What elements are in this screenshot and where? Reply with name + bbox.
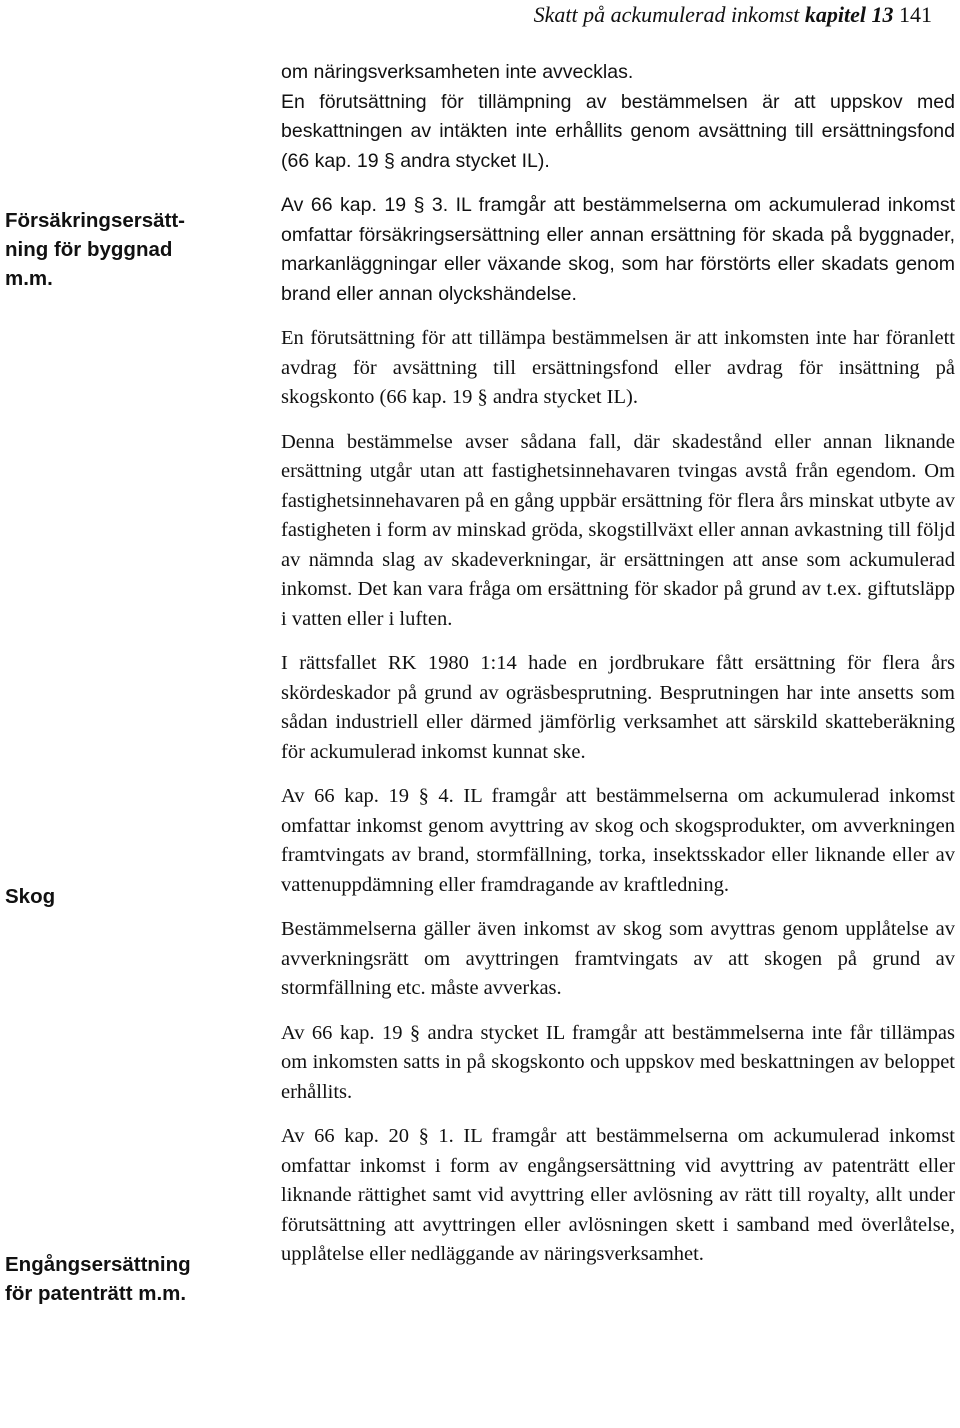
paragraph: om näringsverksamheten inte avvecklas. <box>281 61 634 83</box>
running-header <box>534 0 932 30</box>
chapter-title: Skatt på ackumulerad inkomst <box>533 2 800 27</box>
paragraph: Av 66 kap. 19 § 4. IL framgår att bestämmelserna om ackumulerad inkomst omfattar inkomst genom avyttring av skog och skogsprodukter, om avverkningen framtvingats av brand, stormfällning, torka, insektsskador eller liknande eller av vattenuppdämning eller framdragande av kraftledning. <box>281 785 955 896</box>
paragraph: Denna bestämmelse avser sådana fall, där skadestånd eller annan liknande ersättning utgår utan att fastighetsinnehavaren tvingas avstå från egendom. Om fastighetsinnehavaren på en gång uppbär ersättning för flera års minskat utbyte av fastigheten i form av minskad gröda, skogstillväxt eller annan avkastning till följd av nämnda slag av skadeverkningar, är ersättningen att anse som ackumulerad inkomst. Det kan vara fråga om ersättning för skador på grund av t.ex. giftutsläpp i vatten eller i luften. <box>281 430 955 630</box>
margin-note-skog: Skog <box>5 885 56 908</box>
paragraph: I rättsfallet RK 1980 1:14 hade en jordbrukare fått ersättning för flera års skördeskador på grund av ogräsbesprutning. Besprutningen har inte ansetts som sådan industriell eller därmed jämförlig verksamhet att särskild skatteberäkning för ackumulerad inkomst kunnat ske. <box>281 652 955 763</box>
margin-note-byggnad: Försäkringsersätt- ning för byggnad m.m. <box>5 209 186 290</box>
paragraph: En förutsättning för tillämpning av bestämmelsen är att uppskov med beskattningen av intäkten inte erhållits genom avsättning till ersättningsfond (66 kap. 19 § andra stycket IL). <box>281 90 955 172</box>
paragraph: Av 66 kap. 19 § 3. IL framgår att bestämmelserna om ackumulerad inkomst omfattar försäkringsersättning eller annan ersättning för skada på byggnader, markanläggningar eller växande skog, som har förstörts eller skadats genom brand eller annan olyckshändelse. <box>281 194 955 305</box>
paragraph: Bestämmelserna gäller även inkomst av skog som avyttras genom upplåtelse av avverkningsrätt om avyttringen framtvingats av att skogen på grund av stormfällning etc. måste avverkas. <box>281 918 955 999</box>
paragraph: Av 66 kap. 19 § andra stycket IL framgår att bestämmelserna inte får tillämpas om inkomsten satts in på skogskonto och uppskov med beskattningen av beloppet erhållits. <box>281 1021 955 1103</box>
page-number: 141 <box>899 2 932 27</box>
body-text <box>281 58 955 1285</box>
chapter-label: kapitel 13 <box>804 2 894 27</box>
paragraph: En förutsättning för att tillämpa bestämmelsen är att inkomsten inte har föranlett avdrag för avsättning till ersättningsfond eller avdrag för insättning på skogskonto (66 kap. 19 § andra stycket IL). <box>281 327 955 408</box>
paragraph: Av 66 kap. 20 § 1. IL framgår att bestämmelserna om ackumulerad inkomst omfattar inkomst i form av engångsersättning vid avyttring av patenträtt eller liknande rättighet samt vid avyttring eller avlösning av rätt till royalty, allt under förutsättning att avyttringen eller avlösningen skett i samband med överlåtelse, upplåtelse eller nedläggande av näringsverksamhet. <box>281 1125 955 1265</box>
margin-note-patent: Engångsersättning för patenträtt m.m. <box>5 1253 191 1305</box>
